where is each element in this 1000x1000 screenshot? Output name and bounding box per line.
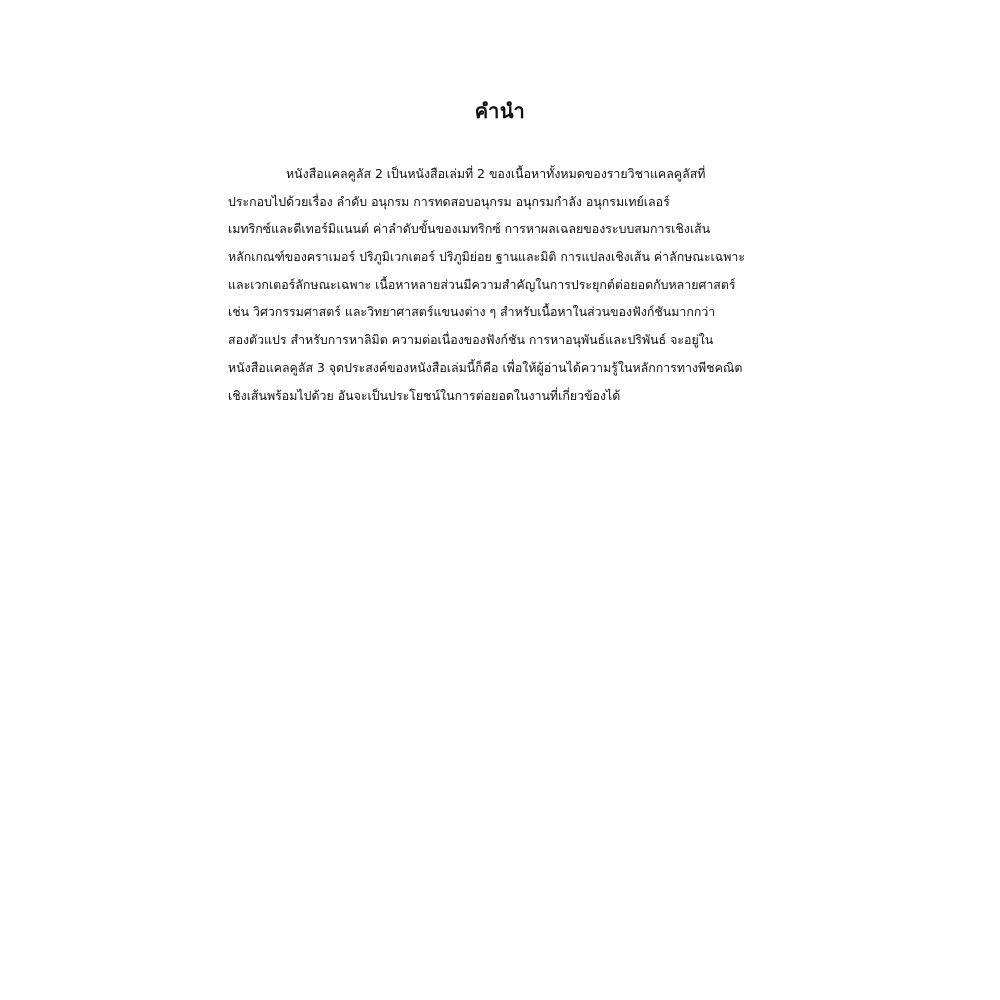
paragraph-line-2: ประกอบไปด้วยเรื่อง ลำดับ อนุกรม การทดสอบอนุกรม อนุกรมกำลัง อนุกรมเทย์เลอร์ — [228, 193, 670, 209]
paragraph-line-7: สองตัวแปร สำหรับการหาลิมิต ความต่อเนื่องของฟังก์ชัน การหาอนุพันธ์และปริพันธ์ จะอยู่ใน — [228, 332, 714, 348]
paragraph-line-8: หนังสือแคลคูลัส 3 จุดประสงค์ของหนังสือเล่มนี้ก็คือ เพื่อให้ผู้อ่านได้ความรู้ในหลักการทางพีชคณิต — [228, 359, 743, 375]
paragraph-line-6: เช่น วิศวกรรมศาสตร์ และวิทยาศาสตร์แขนงต่าง ๆ สำหรับเนื้อหาในส่วนของฟังก์ชันมากกว่า — [228, 304, 716, 320]
paragraph-line-3: เมทริกซ์และดีเทอร์มิแนนต์ ค่าลำดับขั้นของเมทริกซ์ การหาผลเฉลยของระบบสมการเชิงเส้น — [228, 221, 711, 237]
paragraph-line-9: เชิงเส้นพร้อมไปด้วย อันจะเป็นประโยชน์ในการต่อยอดในงานที่เกี่ยวข้องได้ — [228, 387, 621, 403]
paragraph-line-1: หนังสือแคลคูลัส 2 เป็นหนังสือเล่มที่ 2 ของเนื้อหาทั้งหมดของรายวิชาแคลคูลัสที่ — [286, 166, 706, 181]
paragraph-line-5: และเวกเตอร์ลักษณะเฉพาะ เนื้อหาหลายส่วนมีความสำคัญในการประยุกต์ต่อยอดกับหลายศาสตร์ — [228, 276, 736, 292]
page-title: คำนำ — [474, 99, 526, 123]
preface-paragraph — [228, 160, 772, 409]
paragraph-line-4: หลักเกณฑ์ของคราเมอร์ ปริภูมิเวกเตอร์ ปริภูมิย่อย ฐานและมิติ การแปลงเชิงเส้น ค่าลักษณะเฉพาะ — [228, 249, 745, 265]
